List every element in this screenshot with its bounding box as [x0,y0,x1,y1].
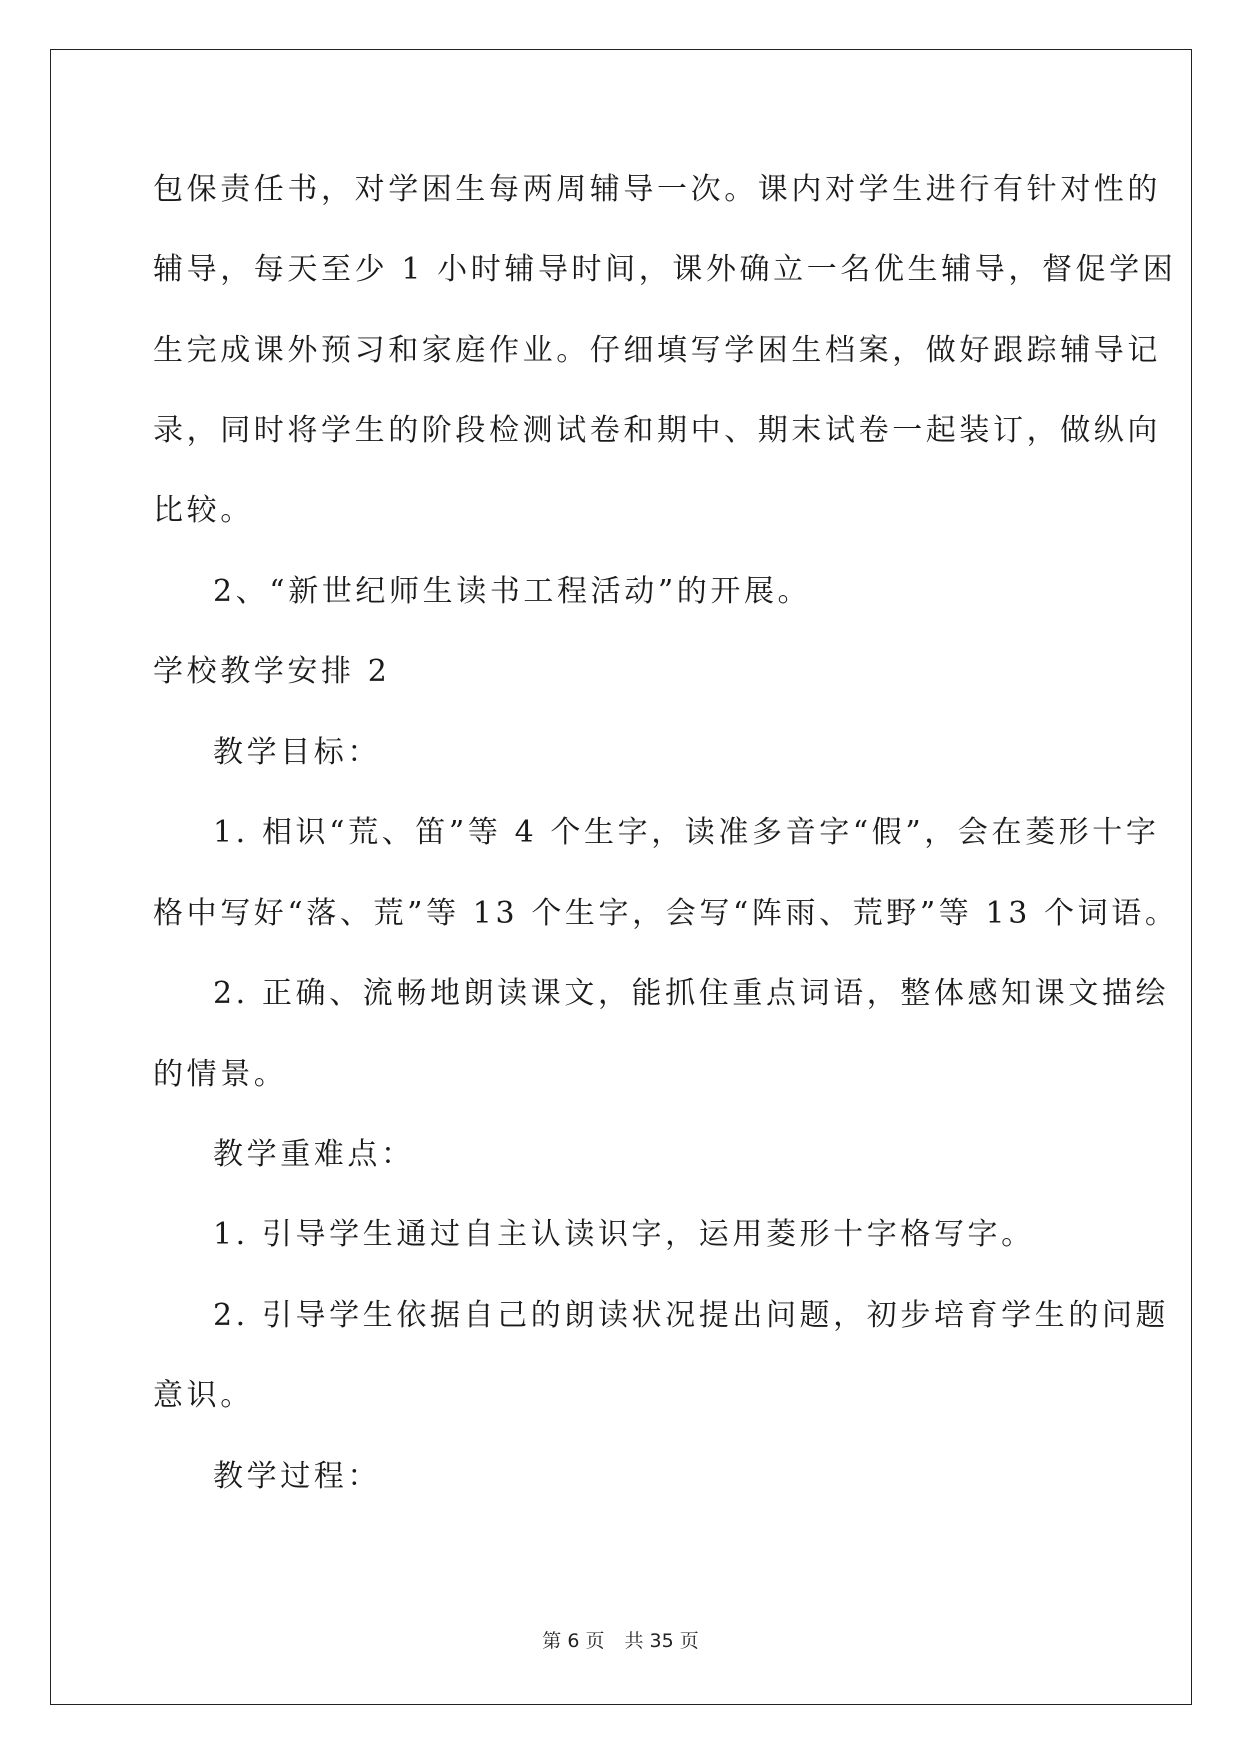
paragraph-line: 比较。 [153,493,254,528]
page-number: 第 6 页 [542,1630,605,1652]
subheading: 教学重难点： [213,1137,415,1172]
page-footer [0,1628,1241,1654]
paragraph-line: 辅导，每天至少 1 小时辅导时间，课外确立一名优生辅导，督促学困 [153,252,1177,287]
paragraph-line: 2. 正确、流畅地朗读课文，能抓住重点词语，整体感知课文描绘 [213,976,1170,1011]
page-total: 共 35 页 [624,1630,699,1652]
paragraph-line: 2、“新世纪师生读书工程活动”的开展。 [213,574,812,609]
paragraph-line: 格中写好“落、荒”等 13 个生字，会写“阵雨、荒野”等 13 个词语。 [153,896,1179,931]
paragraph-line: 1. 引导学生通过自主认读识字，运用菱形十字格写字。 [213,1217,1035,1252]
section-heading: 学校教学安排 2 [153,654,391,689]
paragraph-line: 1. 相识“荒、笛”等 4 个生字，读准多音字“假”，会在菱形十字 [213,815,1160,850]
paragraph-line: 的情景。 [153,1057,288,1092]
paragraph-line: 意识。 [153,1378,254,1413]
paragraph-line: 2. 引导学生依据自己的朗读状况提出问题，初步培育学生的问题 [213,1298,1170,1333]
paragraph-line: 包保责任书，对学困生每两周辅导一次。课内对学生进行有针对性的 [153,172,1161,207]
paragraph-line: 生完成课外预习和家庭作业。仔细填写学困生档案，做好跟踪辅导记 [153,333,1161,368]
subheading: 教学过程： [213,1459,381,1494]
subheading: 教学目标： [213,735,381,770]
paragraph-line: 录，同时将学生的阶段检测试卷和期中、期末试卷一起装订，做纵向 [153,413,1161,448]
